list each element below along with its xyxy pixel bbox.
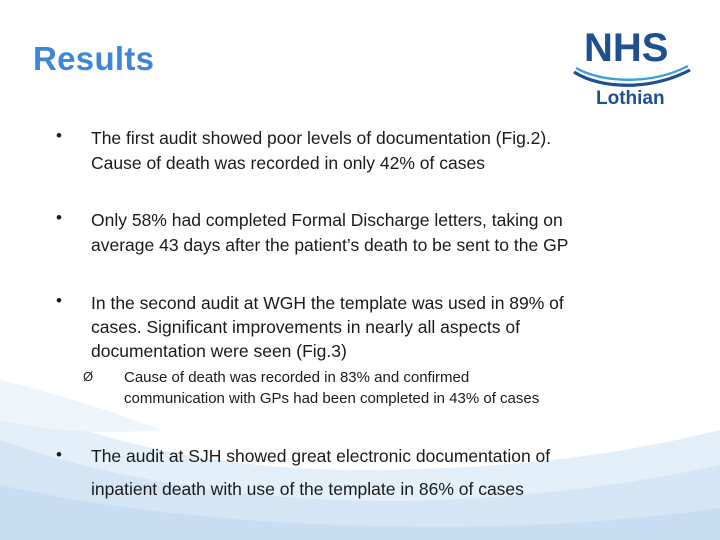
bullet-1-line-1: The first audit showed poor levels of documentation (Fig.2). bbox=[91, 128, 552, 148]
sub-bullet-line-2: communication with GPs had been completed in 43% of cases bbox=[124, 390, 540, 407]
bullet-marker: • bbox=[56, 291, 62, 310]
bullet-1-line-2: Cause of death was recorded in only 42% of cases bbox=[91, 153, 485, 173]
bullet-3-line-1: In the second audit at WGH the template was used in 89% of bbox=[91, 293, 564, 313]
bullet-4-line-1: The audit at SJH showed great electronic documentation of bbox=[91, 446, 551, 466]
bullet-2-line-1: Only 58% had completed Formal Discharge letters, taking on bbox=[91, 210, 563, 230]
bullet-marker: • bbox=[56, 445, 62, 464]
sub-bullet-line-1: Cause of death was recorded in 83% and confirmed bbox=[124, 369, 470, 386]
arrow-bullet-icon: Ø bbox=[83, 369, 94, 384]
bullet-3-line-2: cases. Significant improvements in nearly all aspects of bbox=[91, 317, 520, 337]
slide-title: Results bbox=[33, 40, 155, 77]
logo-nhs-text: NHS bbox=[584, 26, 669, 70]
bullet-2-line-2: average 43 days after the patient’s death to be sent to the GP bbox=[91, 235, 569, 255]
bullet-marker: • bbox=[56, 126, 62, 145]
bullet-4-line-2: inpatient death with use of the template in 86% of cases bbox=[91, 479, 524, 499]
logo-lothian-text: Lothian bbox=[596, 88, 665, 109]
bullet-3-line-3: documentation were seen (Fig.3) bbox=[91, 341, 347, 361]
bullet-marker: • bbox=[56, 208, 62, 227]
